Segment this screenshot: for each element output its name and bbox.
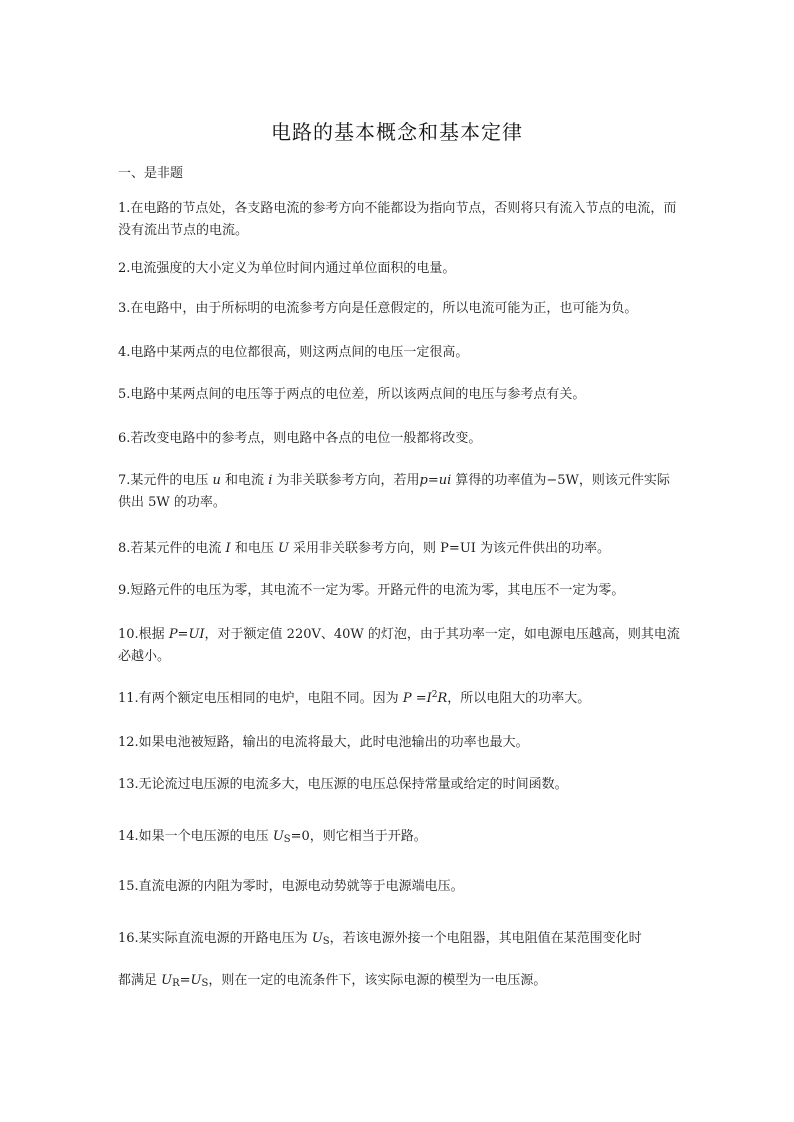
question-3: 3.在电路中，由于所标明的电流参考方向是任意假定的，所以电流可能为正，也可能为负。: [118, 301, 638, 316]
question-7: 7.某元件的电压 u 和电流 i 为非关联参考方向，若用p=ui 算得的功率值为−5W，则该元件实际供出 5W 的功率。: [118, 473, 670, 510]
question-16-line-1: 16.某实际直流电源的开路电压为 $U_S$，若该电源外接一个电阻器，其电阻值在某范围变化时: [118, 931, 642, 947]
question-11: 11.有两个额定电压相同的电炉，电阻不同。因为 $P =I^2R$，所以电阻大的功率大。: [118, 690, 591, 706]
variable-ur: U: [161, 973, 173, 988]
variable-us: U: [190, 973, 202, 988]
question-16-line-2: 都满足 $U_R=U_S$，则在一定的电流条件下，该实际电源的模型为一电压源。: [118, 973, 547, 989]
question-15: 15.直流电源的内阻为零时，电源电动势就等于电源端电压。: [118, 879, 464, 894]
question-13: 13.无论流过电压源的电流多大，电压源的电压总保持常量或给定的时间函数。: [118, 777, 568, 792]
variable-u: u: [212, 473, 221, 488]
variable-i: i: [268, 473, 273, 488]
variable-U: U: [277, 541, 289, 556]
section-heading: 一、是非题: [118, 166, 184, 181]
formula-p-ui: P=UI: [168, 627, 205, 642]
formula-p-ui: p=ui: [419, 473, 452, 488]
variable-us: U: [311, 931, 323, 946]
question-5: 5.电路中某两点间的电压等于两点的电位差，所以该两点间的电压与参考点有关。: [118, 387, 586, 402]
question-6: 6.若改变电路中的参考点，则电路中各点的电位一般都将改变。: [118, 431, 482, 446]
question-12: 12.如果电池被短路，输出的电流将最大，此时电池输出的功率也最大。: [118, 735, 529, 750]
question-4: 4.电路中某两点的电位都很高，则这两点间的电压一定很高。: [118, 345, 469, 360]
document-title: 电路的基本概念和基本定律: [271, 120, 523, 144]
question-14: 14.如果一个电压源的电压 $U_S=0$，则它相当于开路。: [118, 829, 427, 845]
variable-us: U: [272, 829, 284, 844]
question-9: 9.短路元件的电压为零，其电流不一定为零。开路元件的电流为零，其电压不一定为零。: [118, 583, 625, 598]
question-2: 2.电流强度的大小定义为单位时间内通过单位面积的电量。: [118, 261, 456, 276]
formula-p-i2r: P =I: [402, 691, 432, 706]
variable-I: I: [225, 541, 231, 556]
question-10: 10.根据 P=UI，对于额定值 220V、40W 的灯泡，由于其功率一定，如电源电压越高，则其电流必越小。: [118, 627, 680, 664]
question-1: 1.在电路的节点处，各支路电流的参考方向不能都设为指向节点，否则将只有流入节点的电流，而没有流出节点的电流。: [118, 201, 677, 238]
question-8: 8.若某元件的电流 I 和电压 U 采用非关联参考方向，则 P=UI 为该元件供出的功率。: [118, 541, 611, 556]
